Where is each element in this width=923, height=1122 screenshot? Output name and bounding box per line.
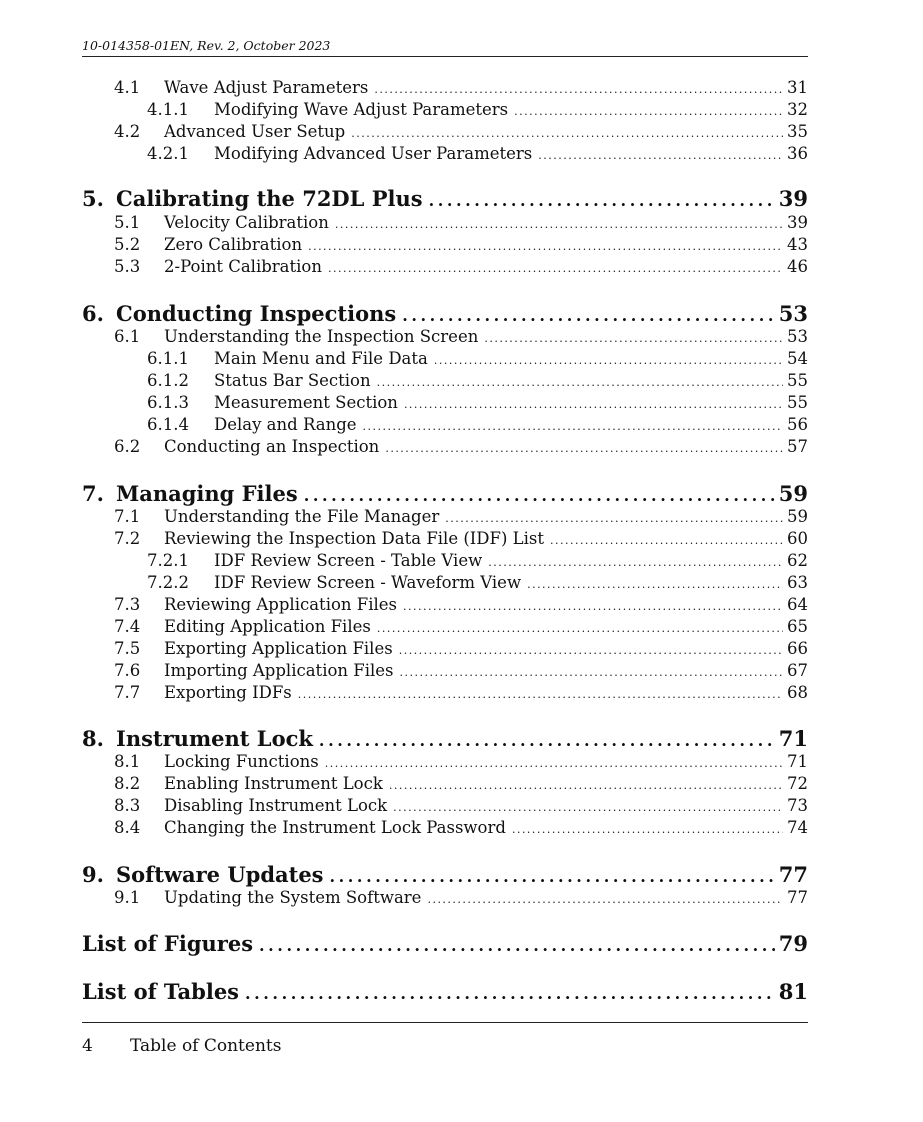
toc-entry-title: Modifying Advanced User Parameters xyxy=(214,144,533,163)
toc-entry-page: 36 xyxy=(787,144,808,163)
toc-entry-title: Velocity Calibration xyxy=(164,213,329,232)
toc-entry[interactable] xyxy=(147,415,808,434)
dot-leader xyxy=(330,867,775,886)
toc-entry[interactable] xyxy=(114,639,808,658)
dot-leader xyxy=(429,191,775,210)
dot-leader xyxy=(389,779,783,792)
toc-entry-page: 55 xyxy=(787,371,808,390)
toc-entry-number: 4.1 xyxy=(114,78,141,97)
toc-entry-number: 8.2 xyxy=(114,774,141,793)
toc-entry-page: 53 xyxy=(787,327,808,346)
toc-entry-number: 7.3 xyxy=(114,595,141,614)
toc-entry[interactable] xyxy=(147,349,808,368)
toc-entry[interactable] xyxy=(114,752,808,771)
toc-entry-page: 54 xyxy=(787,349,808,368)
toc-entry-title: Wave Adjust Parameters xyxy=(164,78,369,97)
toc-entry-number: 7.2 xyxy=(114,529,141,548)
dot-leader xyxy=(402,306,775,325)
toc-entry-title: 2-Point Calibration xyxy=(164,257,322,276)
toc-entry-title: Delay and Range xyxy=(214,415,357,434)
toc-entry[interactable] xyxy=(114,595,808,614)
toc-entry-number: 8.4 xyxy=(114,818,141,837)
dot-leader xyxy=(512,823,783,836)
toc-entry[interactable] xyxy=(147,371,808,390)
dot-leader xyxy=(550,534,783,547)
toc-entry-title: Modifying Wave Adjust Parameters xyxy=(214,100,509,119)
toc-entry-page: 72 xyxy=(787,774,808,793)
dot-leader xyxy=(319,731,775,750)
toc-entry-number: 6.1.4 xyxy=(147,415,189,434)
dot-leader xyxy=(298,688,783,701)
toc-entry-number: 7.1 xyxy=(114,507,141,526)
toc-entry-title: Exporting Application Files xyxy=(164,639,393,658)
toc-entry[interactable] xyxy=(82,186,808,211)
toc-entry-number: 4.2.1 xyxy=(147,144,189,163)
dot-leader xyxy=(363,420,783,433)
toc-entry-title: Advanced User Setup xyxy=(164,122,346,141)
toc-entry-title: Exporting IDFs xyxy=(164,683,292,702)
toc-entry-number: 7.2.1 xyxy=(147,551,189,570)
toc-entry-title: Reviewing the Inspection Data File (IDF) List xyxy=(164,529,544,548)
toc-entry-title: IDF Review Screen - Waveform View xyxy=(214,573,522,592)
toc-entry-page: 77 xyxy=(787,888,808,907)
toc-entry[interactable] xyxy=(114,78,808,97)
toc-entry-page: 68 xyxy=(787,683,808,702)
toc-entry[interactable] xyxy=(114,437,808,456)
toc-entry[interactable] xyxy=(114,507,808,526)
dot-leader xyxy=(259,936,775,955)
dot-leader xyxy=(399,644,783,657)
dot-leader xyxy=(385,442,783,455)
dot-leader xyxy=(527,578,783,591)
toc-entry-page: 55 xyxy=(787,393,808,412)
toc-entry-page: 65 xyxy=(787,617,808,636)
toc-entry[interactable] xyxy=(114,774,808,793)
toc-entry[interactable] xyxy=(114,796,808,815)
dot-leader xyxy=(245,984,775,1003)
toc-entry-number: 5.3 xyxy=(114,257,141,276)
document-reference: 10-014358-01EN, Rev. 2, October 2023 xyxy=(82,38,331,53)
toc-entry-page: 64 xyxy=(787,595,808,614)
toc-entry-page: 59 xyxy=(778,481,808,506)
toc-entry[interactable] xyxy=(82,979,808,1004)
toc-entry-title: Understanding the Inspection Screen xyxy=(164,327,479,346)
dot-leader xyxy=(538,149,783,162)
toc-entry[interactable] xyxy=(147,144,808,163)
toc-entry[interactable] xyxy=(114,235,808,254)
toc-entry[interactable] xyxy=(114,617,808,636)
toc-entry[interactable] xyxy=(82,862,808,887)
toc-entry[interactable] xyxy=(82,301,808,326)
toc-entry-page: 67 xyxy=(787,661,808,680)
toc-entry-number: 7.5 xyxy=(114,639,141,658)
toc-entry-title: Instrument Lock xyxy=(116,726,313,751)
toc-entry-page: 53 xyxy=(778,301,808,326)
toc-entry[interactable] xyxy=(114,213,808,232)
toc-entry-number: 8.1 xyxy=(114,752,141,771)
toc-entry-page: 35 xyxy=(787,122,808,141)
toc-entry-page: 59 xyxy=(787,507,808,526)
toc-entry-page: 39 xyxy=(778,186,808,211)
toc-entry-page: 66 xyxy=(787,639,808,658)
dot-leader xyxy=(434,354,783,367)
toc-entry-number: 6.1.3 xyxy=(147,393,189,412)
toc-entry-page: 77 xyxy=(778,862,808,887)
toc-entry[interactable] xyxy=(147,551,808,570)
dot-leader xyxy=(377,622,783,635)
toc-entry[interactable] xyxy=(114,327,808,346)
dot-leader xyxy=(514,105,783,118)
toc-entry[interactable] xyxy=(147,100,808,119)
toc-entry[interactable] xyxy=(114,888,808,907)
dot-leader xyxy=(325,757,783,770)
toc-entry-page: 32 xyxy=(787,100,808,119)
header-rule xyxy=(82,56,808,57)
toc-entry[interactable] xyxy=(82,481,808,506)
toc-entry[interactable] xyxy=(114,529,808,548)
toc-entry-number: 7.4 xyxy=(114,617,141,636)
toc-entry-title: Editing Application Files xyxy=(164,617,371,636)
dot-leader xyxy=(488,556,783,569)
toc-entry[interactable] xyxy=(114,818,808,837)
footer-rule xyxy=(82,1022,808,1023)
dot-leader xyxy=(400,666,783,679)
dot-leader xyxy=(308,240,783,253)
toc-entry-page: 73 xyxy=(787,796,808,815)
toc-entry-title: List of Tables xyxy=(82,979,239,1004)
toc-entry-page: 60 xyxy=(787,529,808,548)
toc-entry-number: 7.6 xyxy=(114,661,141,680)
dot-leader xyxy=(335,218,783,231)
toc-entry-page: 62 xyxy=(787,551,808,570)
toc-entry-page: 31 xyxy=(787,78,808,97)
dot-leader xyxy=(445,512,783,525)
dot-leader xyxy=(484,332,783,345)
toc-entry[interactable] xyxy=(82,726,808,751)
toc-entry-title: Understanding the File Manager xyxy=(164,507,440,526)
toc-entry-number: 9.1 xyxy=(114,888,141,907)
toc-entry-number: 6.2 xyxy=(114,437,141,456)
toc-entry-title: Software Updates xyxy=(116,862,324,887)
dot-leader xyxy=(427,893,783,906)
toc-entry-title: Importing Application Files xyxy=(164,661,394,680)
toc-entry-title: Locking Functions xyxy=(164,752,319,771)
toc-entry-number: 4.1.1 xyxy=(147,100,189,119)
toc-entry-page: 43 xyxy=(787,235,808,254)
toc-entry-number: 7.7 xyxy=(114,683,141,702)
toc-entry-title: List of Figures xyxy=(82,931,254,956)
toc-entry-number: 9. xyxy=(82,862,104,887)
toc-entry-title: Disabling Instrument Lock xyxy=(164,796,388,815)
toc-entry-title: Conducting Inspections xyxy=(116,301,397,326)
toc-entry-page: 46 xyxy=(787,257,808,276)
toc-entry-number: 5.2 xyxy=(114,235,141,254)
toc-entry-page: 56 xyxy=(787,415,808,434)
toc-entry[interactable] xyxy=(82,931,808,956)
toc-entry-title: Calibrating the 72DL Plus xyxy=(116,186,423,211)
dot-leader xyxy=(374,83,783,96)
toc-entry-number: 4.2 xyxy=(114,122,141,141)
toc-entry-title: Enabling Instrument Lock xyxy=(164,774,383,793)
toc-entry-number: 5.1 xyxy=(114,213,141,232)
toc-entry-page: 81 xyxy=(778,979,808,1004)
toc-entry-number: 8. xyxy=(82,726,104,751)
toc-entry-title: Updating the System Software xyxy=(164,888,422,907)
toc-entry[interactable] xyxy=(147,573,808,592)
toc-entry-number: 6.1.1 xyxy=(147,349,189,368)
dot-leader xyxy=(304,486,775,505)
toc-entry-page: 71 xyxy=(778,726,808,751)
toc-entry-page: 79 xyxy=(778,931,808,956)
dot-leader xyxy=(328,262,783,275)
toc-entry-number: 5. xyxy=(82,186,104,211)
toc-entry-title: Managing Files xyxy=(116,481,298,506)
toc-entry-title: IDF Review Screen - Table View xyxy=(214,551,483,570)
toc-entry-number: 7. xyxy=(82,481,104,506)
toc-entry-title: Reviewing Application Files xyxy=(164,595,398,614)
dot-leader xyxy=(403,600,783,613)
dot-leader xyxy=(393,801,783,814)
toc-entry-title: Changing the Instrument Lock Password xyxy=(164,818,506,837)
toc-entry-number: 6.1.2 xyxy=(147,371,189,390)
dot-leader xyxy=(404,398,783,411)
footer-page-number: 4 xyxy=(82,1036,93,1056)
toc-entry[interactable] xyxy=(114,661,808,680)
toc-entry-number: 8.3 xyxy=(114,796,141,815)
dot-leader xyxy=(351,127,783,140)
toc-entry-number: 7.2.2 xyxy=(147,573,189,592)
toc-entry[interactable] xyxy=(114,683,808,702)
toc-entry-page: 71 xyxy=(787,752,808,771)
toc-entry-title: Status Bar Section xyxy=(214,371,371,390)
footer-section-title: Table of Contents xyxy=(130,1036,282,1056)
toc-entry-page: 74 xyxy=(787,818,808,837)
page-footer xyxy=(82,1036,281,1056)
toc-entry-number: 6.1 xyxy=(114,327,141,346)
toc-entry-page: 39 xyxy=(787,213,808,232)
toc-entry[interactable] xyxy=(114,122,808,141)
toc-entry[interactable] xyxy=(147,393,808,412)
toc-entry-title: Main Menu and File Data xyxy=(214,349,428,368)
toc-entry-title: Measurement Section xyxy=(214,393,398,412)
toc-entry-page: 63 xyxy=(787,573,808,592)
toc-entry-title: Conducting an Inspection xyxy=(164,437,380,456)
toc-entry-page: 57 xyxy=(787,437,808,456)
toc-entry-number: 6. xyxy=(82,301,104,326)
toc-entry[interactable] xyxy=(114,257,808,276)
dot-leader xyxy=(377,376,783,389)
toc-entry-title: Zero Calibration xyxy=(164,235,303,254)
